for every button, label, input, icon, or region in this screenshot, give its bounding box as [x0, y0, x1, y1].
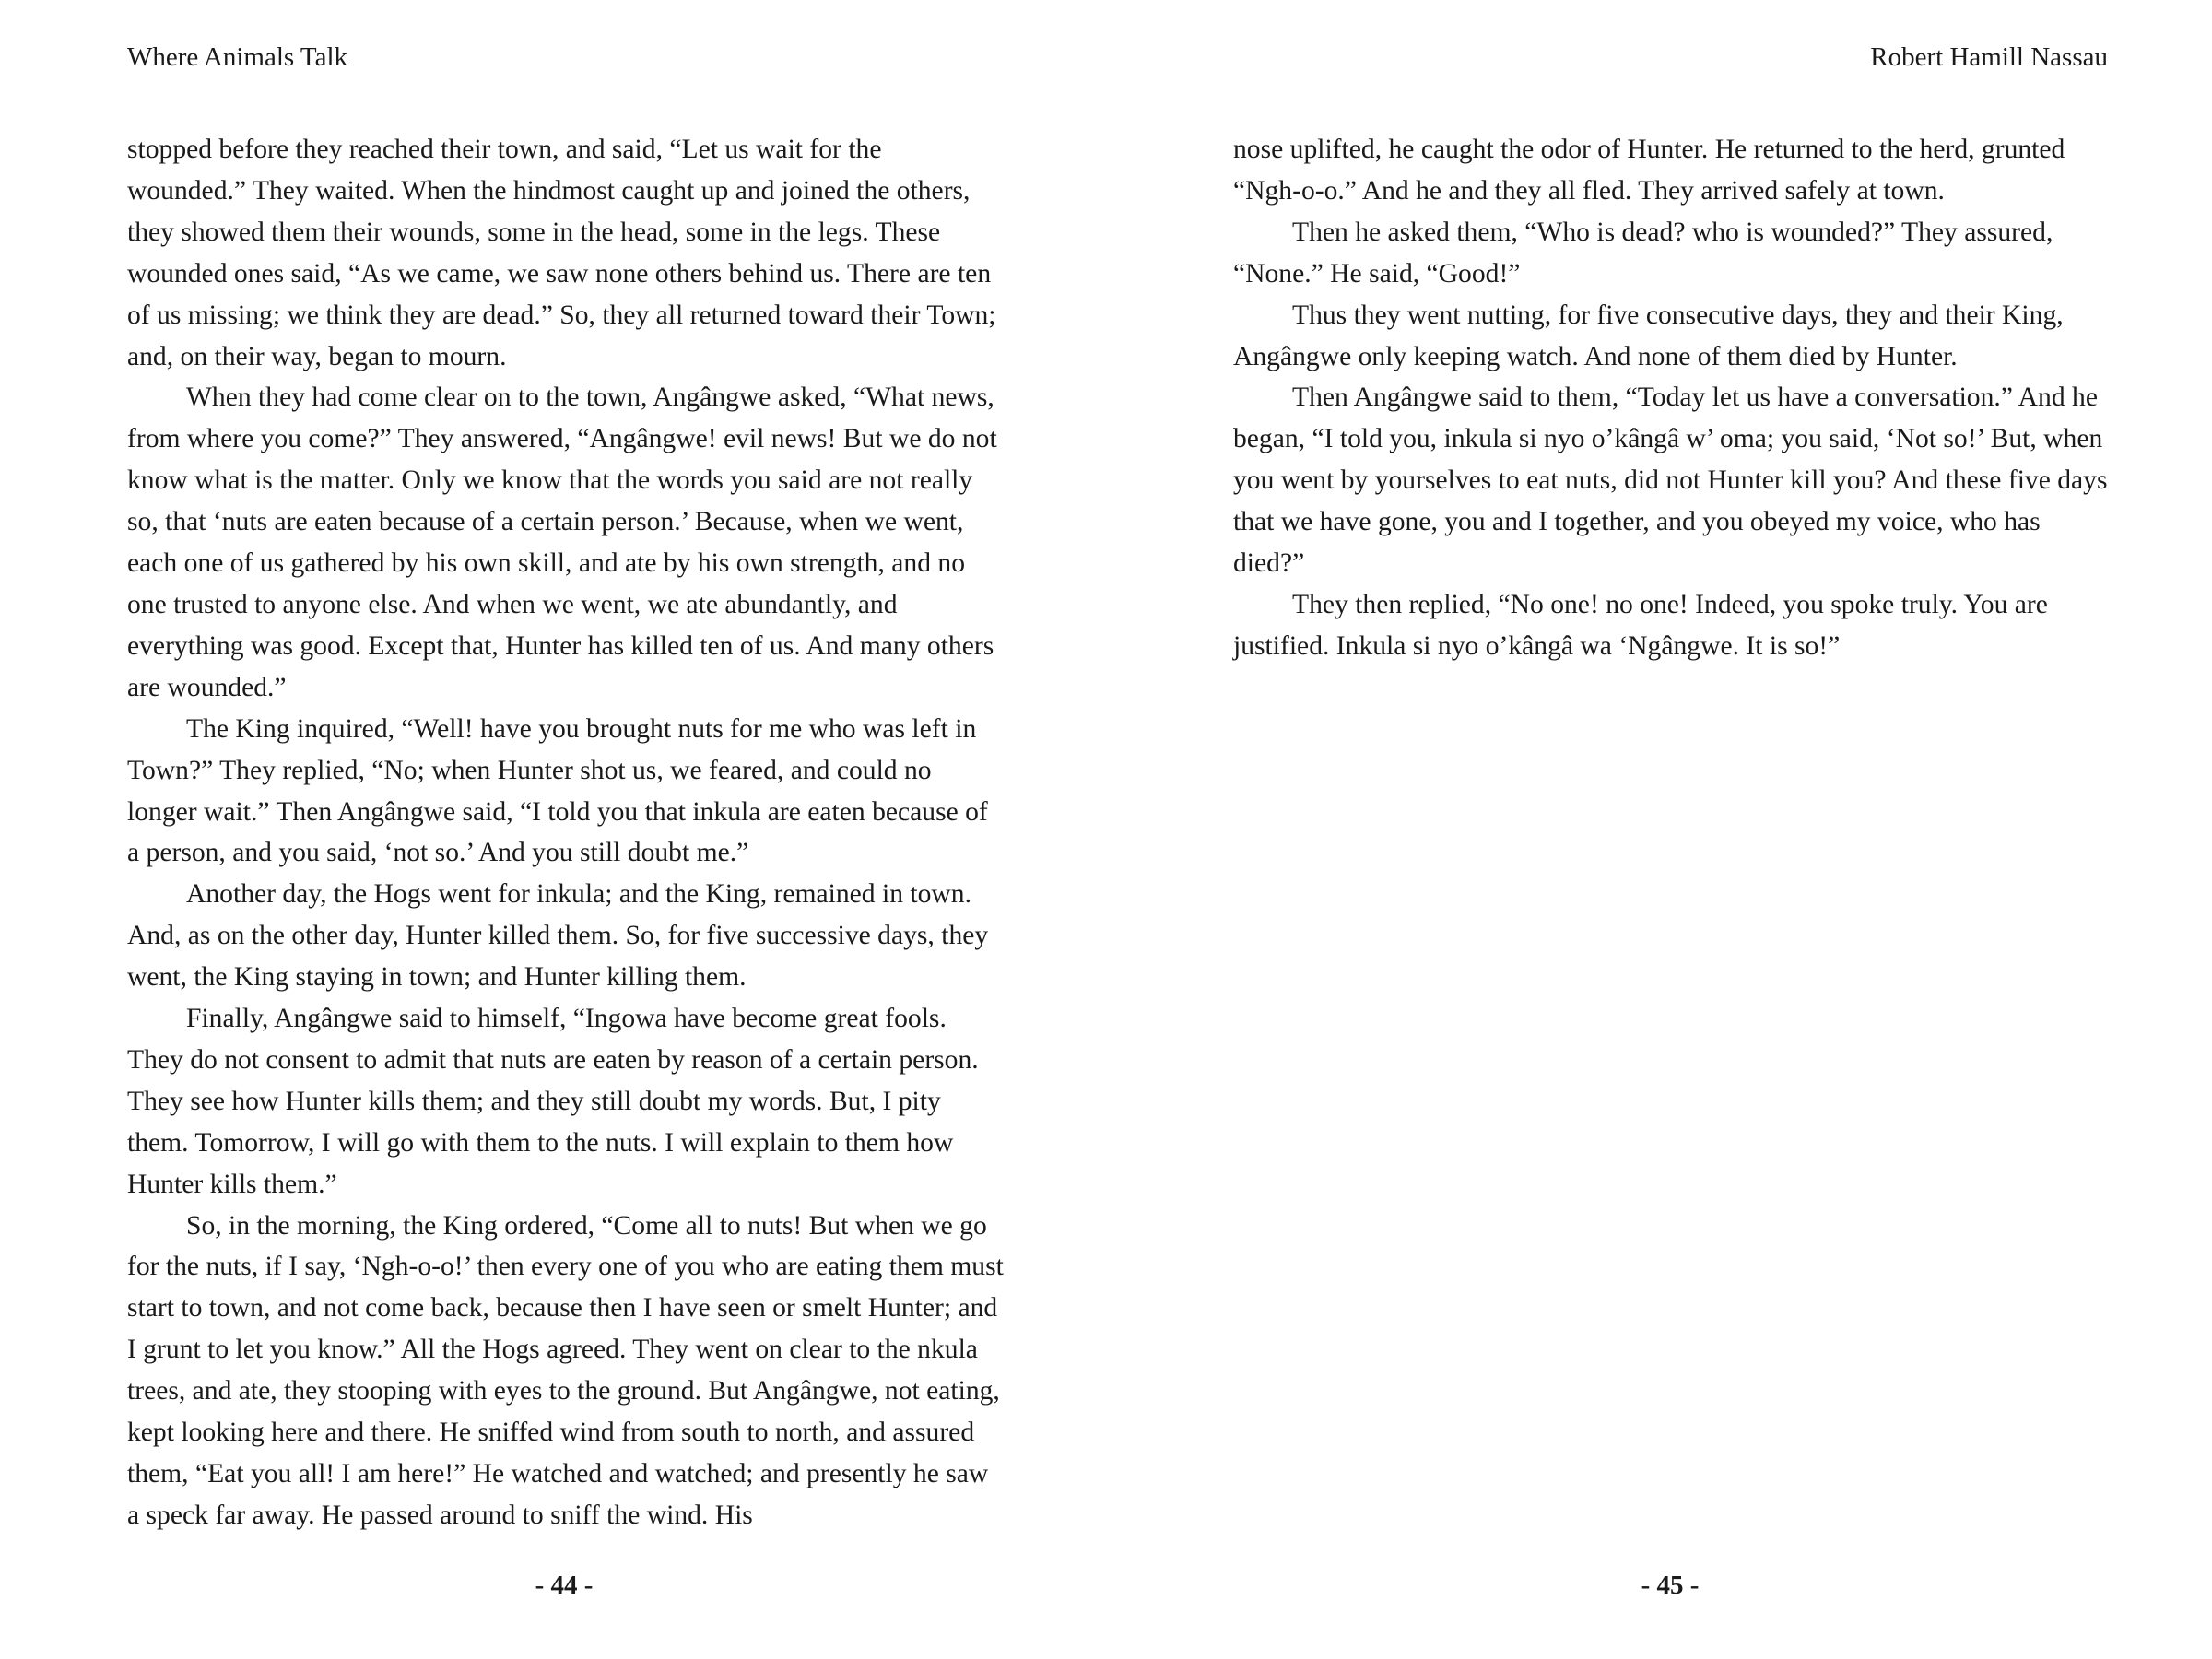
running-head-author: Robert Hamill Nassau — [1870, 42, 2108, 72]
right-page — [1106, 0, 2212, 1659]
running-head-book-title: Where Animals Talk — [127, 42, 348, 72]
paragraph: Thus they went nutting, for five consecutive days, they and their King, Angângwe only keeping watch. And none of them died by Hunter. — [1233, 300, 2064, 371]
paragraph: Finally, Angângwe said to himself, “Ingowa have become great fools. They do not consent to admit that nuts are eaten by reason of a certain person. They see how Hunter kills them; and they still doubt my words. But, I pity them. Tomorrow, I will go with them to the nuts. I will explain to them how Hunter kills them.” — [127, 1004, 979, 1199]
paragraph: Then he asked them, “Who is dead? who is wounded?” They assured, “None.” He said, “Good!” — [1233, 217, 2053, 288]
paragraph: They then replied, “No one! no one! Indeed, you spoke truly. You are justified. Inkula si nyo o’kângâ wa ‘Ngângwe. It is so!” — [1233, 589, 2048, 661]
paragraph: nose uplifted, he caught the odor of Hunter. He returned to the herd, grunted “Ngh-o-o.” And he and they all fled. They arrived safely at town. — [1233, 135, 2065, 206]
paragraph: stopped before they reached their town, and said, “Let us wait for the wounded.” They waited. When the hindmost caught up and joined the others, they showed them their wounds, some in the head, some in the legs. These wounded ones said, “As we came, we saw none others behind us. There are ten of us missing; we think they are dead.” So, they all returned toward their Town; and, on their way, began to mourn. — [127, 135, 996, 371]
paragraph: So, in the morning, the King ordered, “Come all to nuts! But when we go for the nuts, if I say, ‘Ngh-o-o!’ then every one of you who are eating them must start to town, and not come back, because then I have seen or smelt Hunter; and I grunt to let you know.” All the Hogs agreed. They went on clear to the nkula trees, and ate, they stooping with eyes to the ground. But Angângwe, not eating, kept looking here and there. He sniffed wind from south to north, and assured them, “Eat you all! I am here!” He watched and watched; and presently he saw a speck far away. He passed around to sniff the wind. His — [127, 1210, 1004, 1530]
paragraph: When they had come clear on to the town, Angângwe asked, “What news, from where you come?” They answered, “Angângwe! evil news! But we do not know what is the matter. Only we know that the words you said are not really so, that ‘nuts are eaten because of a certain person.’ Because, when we went, each one of us gathered by his own skill, and ate by his own strength, and no one trusted to anyone else. And when we went, we ate abundantly, and everything was good. Except that, Hunter has killed ten of us. And many others are wounded.” — [127, 382, 997, 702]
paragraph: Then Angângwe said to them, “Today let us have a conversation.” And he began, “I told you, inkula si nyo o’kângâ w’ oma; you said, ‘Not so!’ But, when you went by yourselves to eat nuts, did not Hunter kill you? And these five days that we have gone, you and I together, and you obeyed my voice, who has died?” — [1233, 382, 2108, 579]
paragraph: Another day, the Hogs went for inkula; and the King, remained in town. And, as on the other day, Hunter killed them. So, for five successive days, they went, the King staying in town; and Hunter killing them. — [127, 879, 989, 993]
paragraph: The King inquired, “Well! have you brought nuts for me who was left in Town?” They replied, “No; when Hunter shot us, we feared, and could no longer wait.” Then Angângwe said, “I told you that inkula are eaten because of a person, and you said, ‘not so.’ And you still doubt me.” — [127, 713, 988, 868]
page-number: - 45 - — [1641, 1571, 1700, 1600]
left-page-body — [127, 129, 1005, 1536]
right-page-body — [1233, 129, 2111, 667]
page-number: - 44 - — [535, 1571, 594, 1600]
